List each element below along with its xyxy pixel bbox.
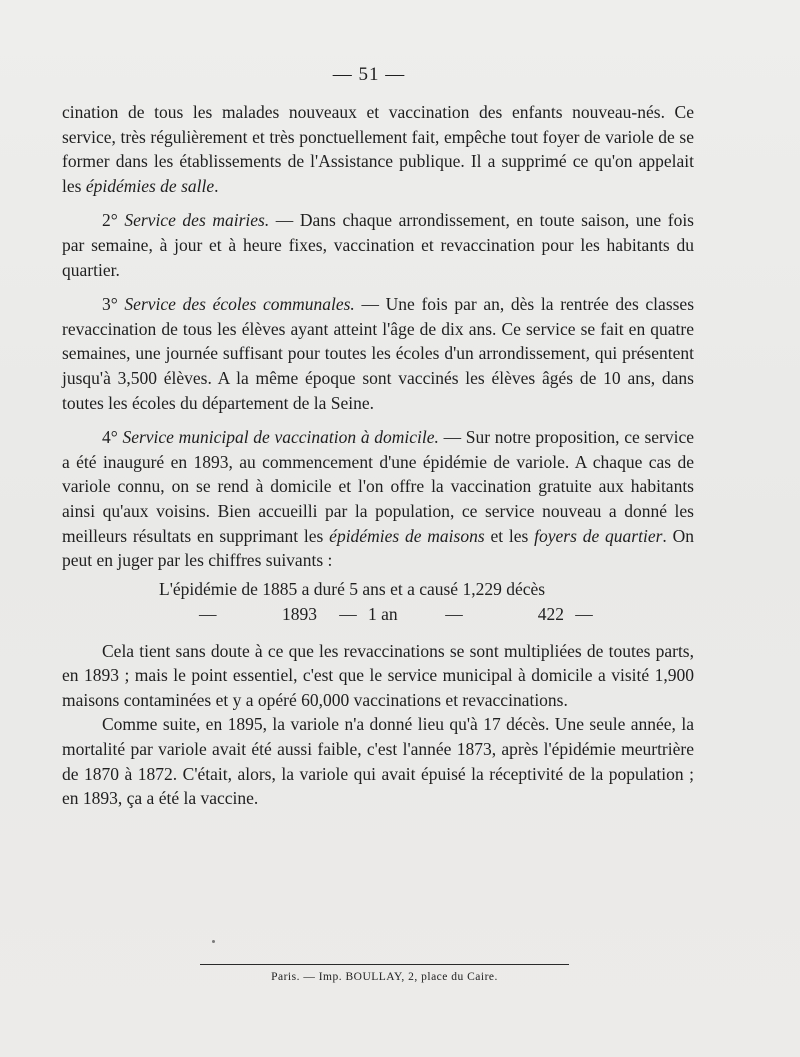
- paragraph-text: . On peut en juger par les chiffres suivants :: [62, 525, 694, 571]
- italic-term: foyers de quartier: [534, 525, 663, 546]
- paragraph-service-mairies: [62, 208, 694, 282]
- paragraph-text: et les: [484, 525, 535, 546]
- paragraph-service-ecoles: [62, 292, 694, 415]
- stat-row-1885: L'épidémie de 1885 a duré 5 ans et a causé 1,229 décès: [159, 578, 546, 599]
- stat-deaths: 422: [537, 603, 564, 624]
- stat-year: 1893: [282, 603, 317, 624]
- paragraph-text: cination de tous les malades nouveaux et vaccination des enfants nouveau-nés. Ce service, très régulièrement et très ponctuellement fait, empêche tout foyer de variole de se former dans les établissements de l'Assistance publique. Il a supprimé ce qu'on appelait les: [62, 102, 694, 196]
- printer-imprint: Paris. — Imp. BOULLAY, 2, place du Caire.: [271, 971, 498, 983]
- paragraph-text: — Sur notre proposition, ce service a été inauguré en 1893, au commencement d'une épidémie de variole. A chaque cas de variole connu, on se rend à domicile et l'on offre la vaccination gratuite aux habitants ainsi qu'aux voisins. Bien accueilli par la population, ce service nouveau a donné les meilleurs résultats en supprimant les: [62, 427, 694, 546]
- ditto-dash: —: [445, 603, 463, 624]
- punctuation: .: [214, 175, 219, 196]
- paragraph-service-domicile: [62, 425, 694, 573]
- paper-speck: [212, 940, 215, 943]
- body-text: [62, 100, 694, 811]
- paragraph-conclusion: Comme suite, en 1895, la variole n'a donné lieu qu'à 17 décès. Une seule année, la mortalité par variole avait été aussi faible, c'est l'année 1873, après l'épidémie meurtrière de 1870 à 1872. C'était, alors, la variole qui avait épuisé la réceptivité de la population ; en 1893, ça a été la vaccine.: [62, 714, 694, 809]
- section-number: 2°: [102, 210, 125, 231]
- footer-rule: [200, 964, 569, 965]
- section-number: 3°: [102, 294, 125, 315]
- paragraph-text: — Une fois par an, dès la rentrée des classes revaccination de tous les élèves ayant atteint l'âge de dix ans. Ce service se fait en quatre semaines, une journée suffisant pour toutes les écoles d'un arrondissement, qui présentent jusqu'à 3,500 élèves. A la même époque sont vaccinés les élèves âgés de 10 ans, dans toutes les écoles du département de la Seine.: [62, 294, 695, 413]
- page-number: — 51 —: [332, 64, 406, 85]
- section-title: Service municipal de vaccination à domicile.: [122, 427, 439, 448]
- ditto-dash: —: [575, 603, 593, 624]
- ditto-dash: —: [339, 603, 357, 624]
- italic-term: épidémies de maisons: [329, 525, 485, 546]
- paragraph-continuation: [62, 100, 694, 198]
- italic-term: épidémies de salle: [85, 175, 215, 196]
- paragraph-explanation: Cela tient sans doute à ce que les revaccinations se sont multipliées de toutes parts, en 1893 ; mais le point essentiel, c'est que le service municipal à domicile a visité 1,900 maisons contaminées et y a opéré 60,000 vaccinations et revaccinations.: [62, 640, 694, 710]
- stat-duration: 1 an: [368, 603, 398, 624]
- stat-row-1893: [62, 602, 694, 627]
- paragraph-text: — Dans chaque arrondissement, en toute saison, une fois par semaine, à jour et à heure fixes, vaccination et revaccination pour les habitants du quartier.: [62, 210, 694, 280]
- section-title: Service des mairies.: [124, 210, 270, 231]
- section-number: 4°: [102, 427, 123, 448]
- ditto-dash: —: [199, 603, 217, 624]
- epidemic-statistics: [62, 577, 694, 627]
- section-title: Service des écoles communales.: [124, 294, 355, 315]
